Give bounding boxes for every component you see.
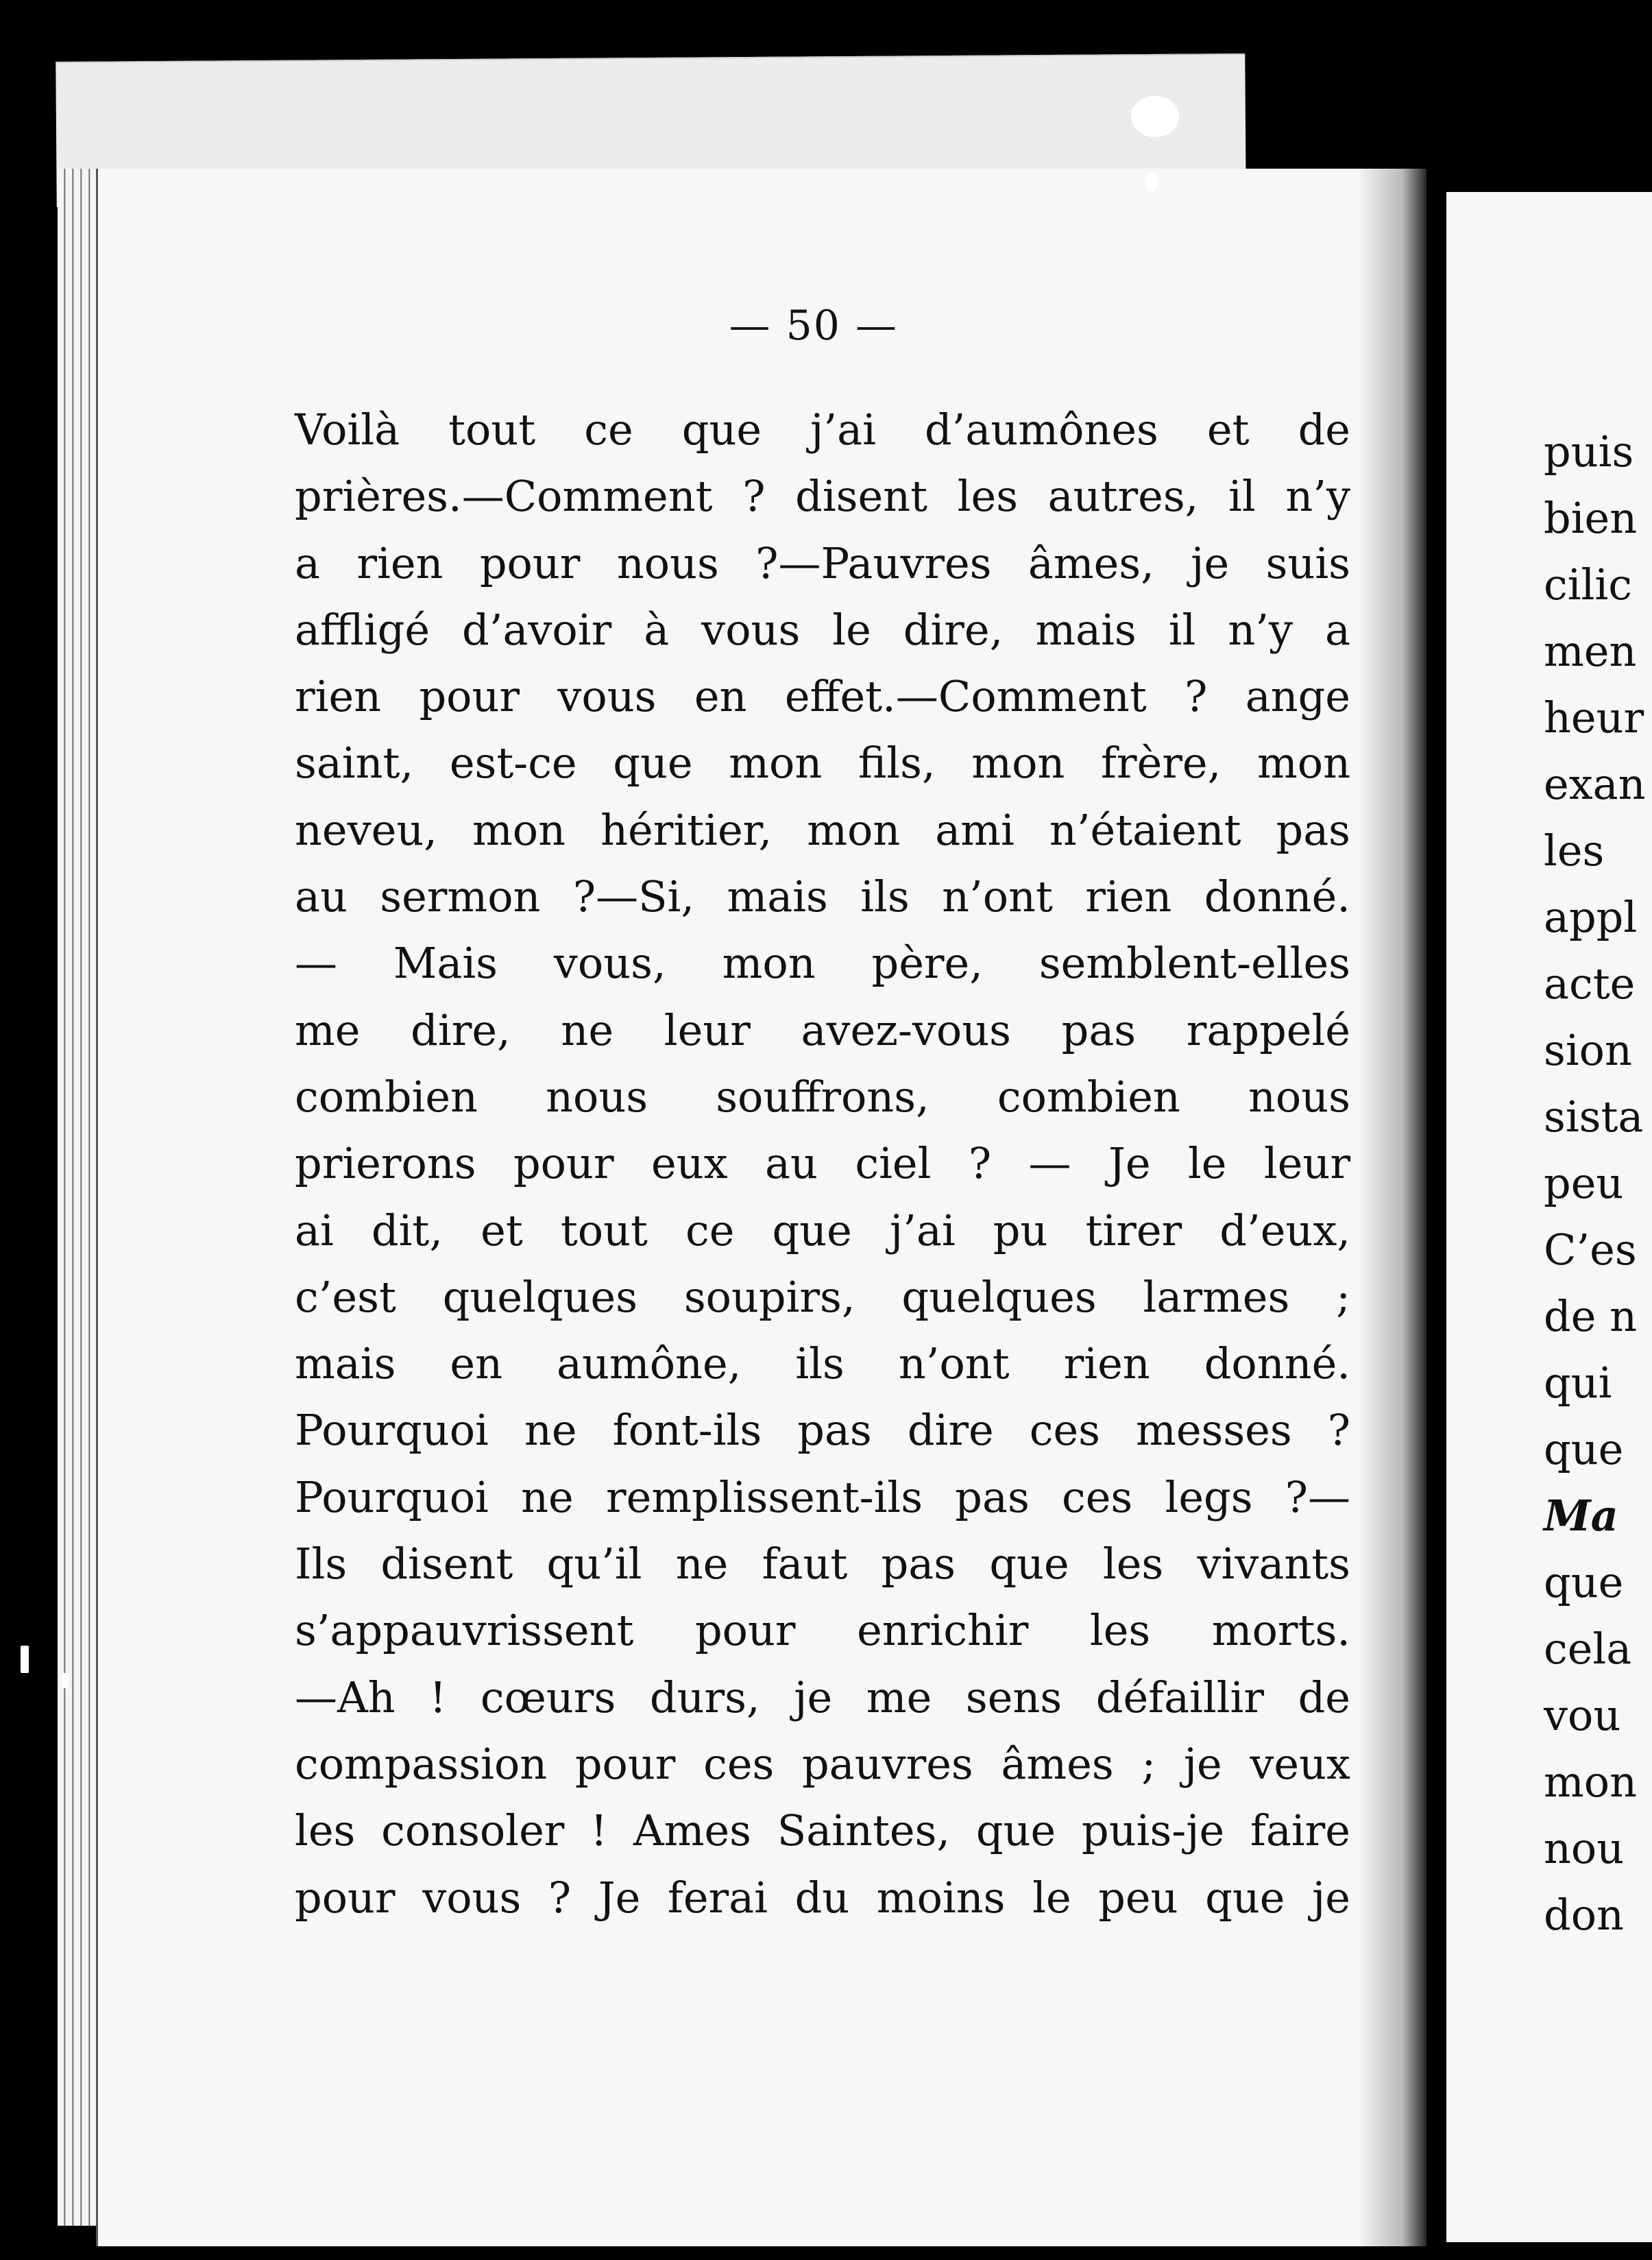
text-line: combien nous souffrons, combien nous (295, 1071, 1350, 1122)
text-line: neveu, mon héritier, mon ami n’étaient pas (295, 804, 1350, 855)
text-fragment: Ma (1544, 1491, 1618, 1541)
text-line: pour vous ? Je ferai du moins le peu que je (295, 1872, 1350, 1923)
text-fragment: de n (1544, 1291, 1638, 1341)
text-line: prierons pour eux au ciel ? — Je le leur (295, 1138, 1350, 1189)
dust-speck (1131, 96, 1179, 137)
text-line: au sermon ?—Si, mais ils n’ont rien donné. (295, 871, 1350, 922)
text-fragment: C’es (1544, 1225, 1637, 1275)
text-line: ai dit, et tout ce que j’ai pu tirer d’eux, (295, 1205, 1350, 1255)
text-fragment: que (1544, 1557, 1624, 1607)
dust-speck (21, 1646, 29, 1673)
text-fragment: sion (1544, 1025, 1632, 1075)
text-line: Pourquoi ne remplissent-ils pas ces legs ?— (295, 1471, 1350, 1522)
text-line: Voilà tout ce que j’ai d’aumônes et de (295, 405, 1350, 455)
dust-speck (1145, 171, 1158, 192)
text-line: —Ah ! cœurs durs, je me sens défaillir de (295, 1672, 1350, 1722)
text-fragment: les (1544, 826, 1605, 876)
text-fragment: que (1544, 1424, 1624, 1474)
text-fragment: puis (1544, 426, 1634, 477)
text-fragment: qui (1544, 1358, 1612, 1408)
text-line: c’est quelques soupirs, quelques larmes ; (295, 1271, 1350, 1322)
text-fragment: appl (1544, 892, 1638, 942)
text-fragment: don (1544, 1890, 1624, 1940)
gutter-shadow (1357, 169, 1433, 2246)
text-fragment: sista (1544, 1092, 1644, 1142)
text-fragment: cela (1544, 1624, 1632, 1674)
text-fragment: vou (1544, 1690, 1621, 1740)
text-line: Ils disent qu’il ne faut pas que les vivants (295, 1539, 1350, 1589)
text-fragment: bien (1544, 493, 1638, 543)
text-line: mais en aumône, ils n’ont rien donné. (295, 1338, 1350, 1389)
page-stack-edges (58, 169, 99, 2226)
text-line: affligé d’avoir à vous le dire, mais il n’y a (295, 604, 1350, 655)
text-line: Pourquoi ne font-ils pas dire ces messes ? (295, 1405, 1350, 1456)
text-fragment: acte (1544, 959, 1636, 1009)
left-page-body-text (295, 396, 1350, 1931)
text-line: — Mais vous, mon père, semblent-elles (295, 938, 1350, 989)
text-fragment: peu (1544, 1158, 1624, 1208)
text-line: s’appauvrissent pour enrichir les morts. (295, 1605, 1350, 1656)
text-line: me dire, ne leur avez-vous pas rappelé (295, 1005, 1350, 1055)
text-line: a rien pour nous ?—Pauvres âmes, je suis (295, 538, 1350, 588)
text-fragment: cilic (1544, 560, 1632, 610)
text-line: saint, est-ce que mon fils, mon frère, mon (295, 738, 1350, 789)
text-line: les consoler ! Ames Saintes, que puis-je faire (295, 1805, 1350, 1856)
text-line: compassion pour ces pauvres âmes ; je veux (295, 1738, 1350, 1789)
text-fragment: exan (1544, 759, 1646, 809)
text-line: rien pour vous en effet.—Comment ? ange (295, 671, 1350, 722)
dust-speck (62, 1673, 69, 1688)
text-fragment: men (1544, 626, 1637, 676)
right-page-text-fragments (1544, 418, 1646, 1948)
text-line: prières.—Comment ? disent les autres, il n’y (295, 471, 1350, 522)
page-number: — 50 — (729, 302, 898, 350)
text-fragment: nou (1544, 1823, 1625, 1873)
text-fragment: heur (1544, 693, 1644, 743)
text-fragment: mon (1544, 1757, 1638, 1807)
